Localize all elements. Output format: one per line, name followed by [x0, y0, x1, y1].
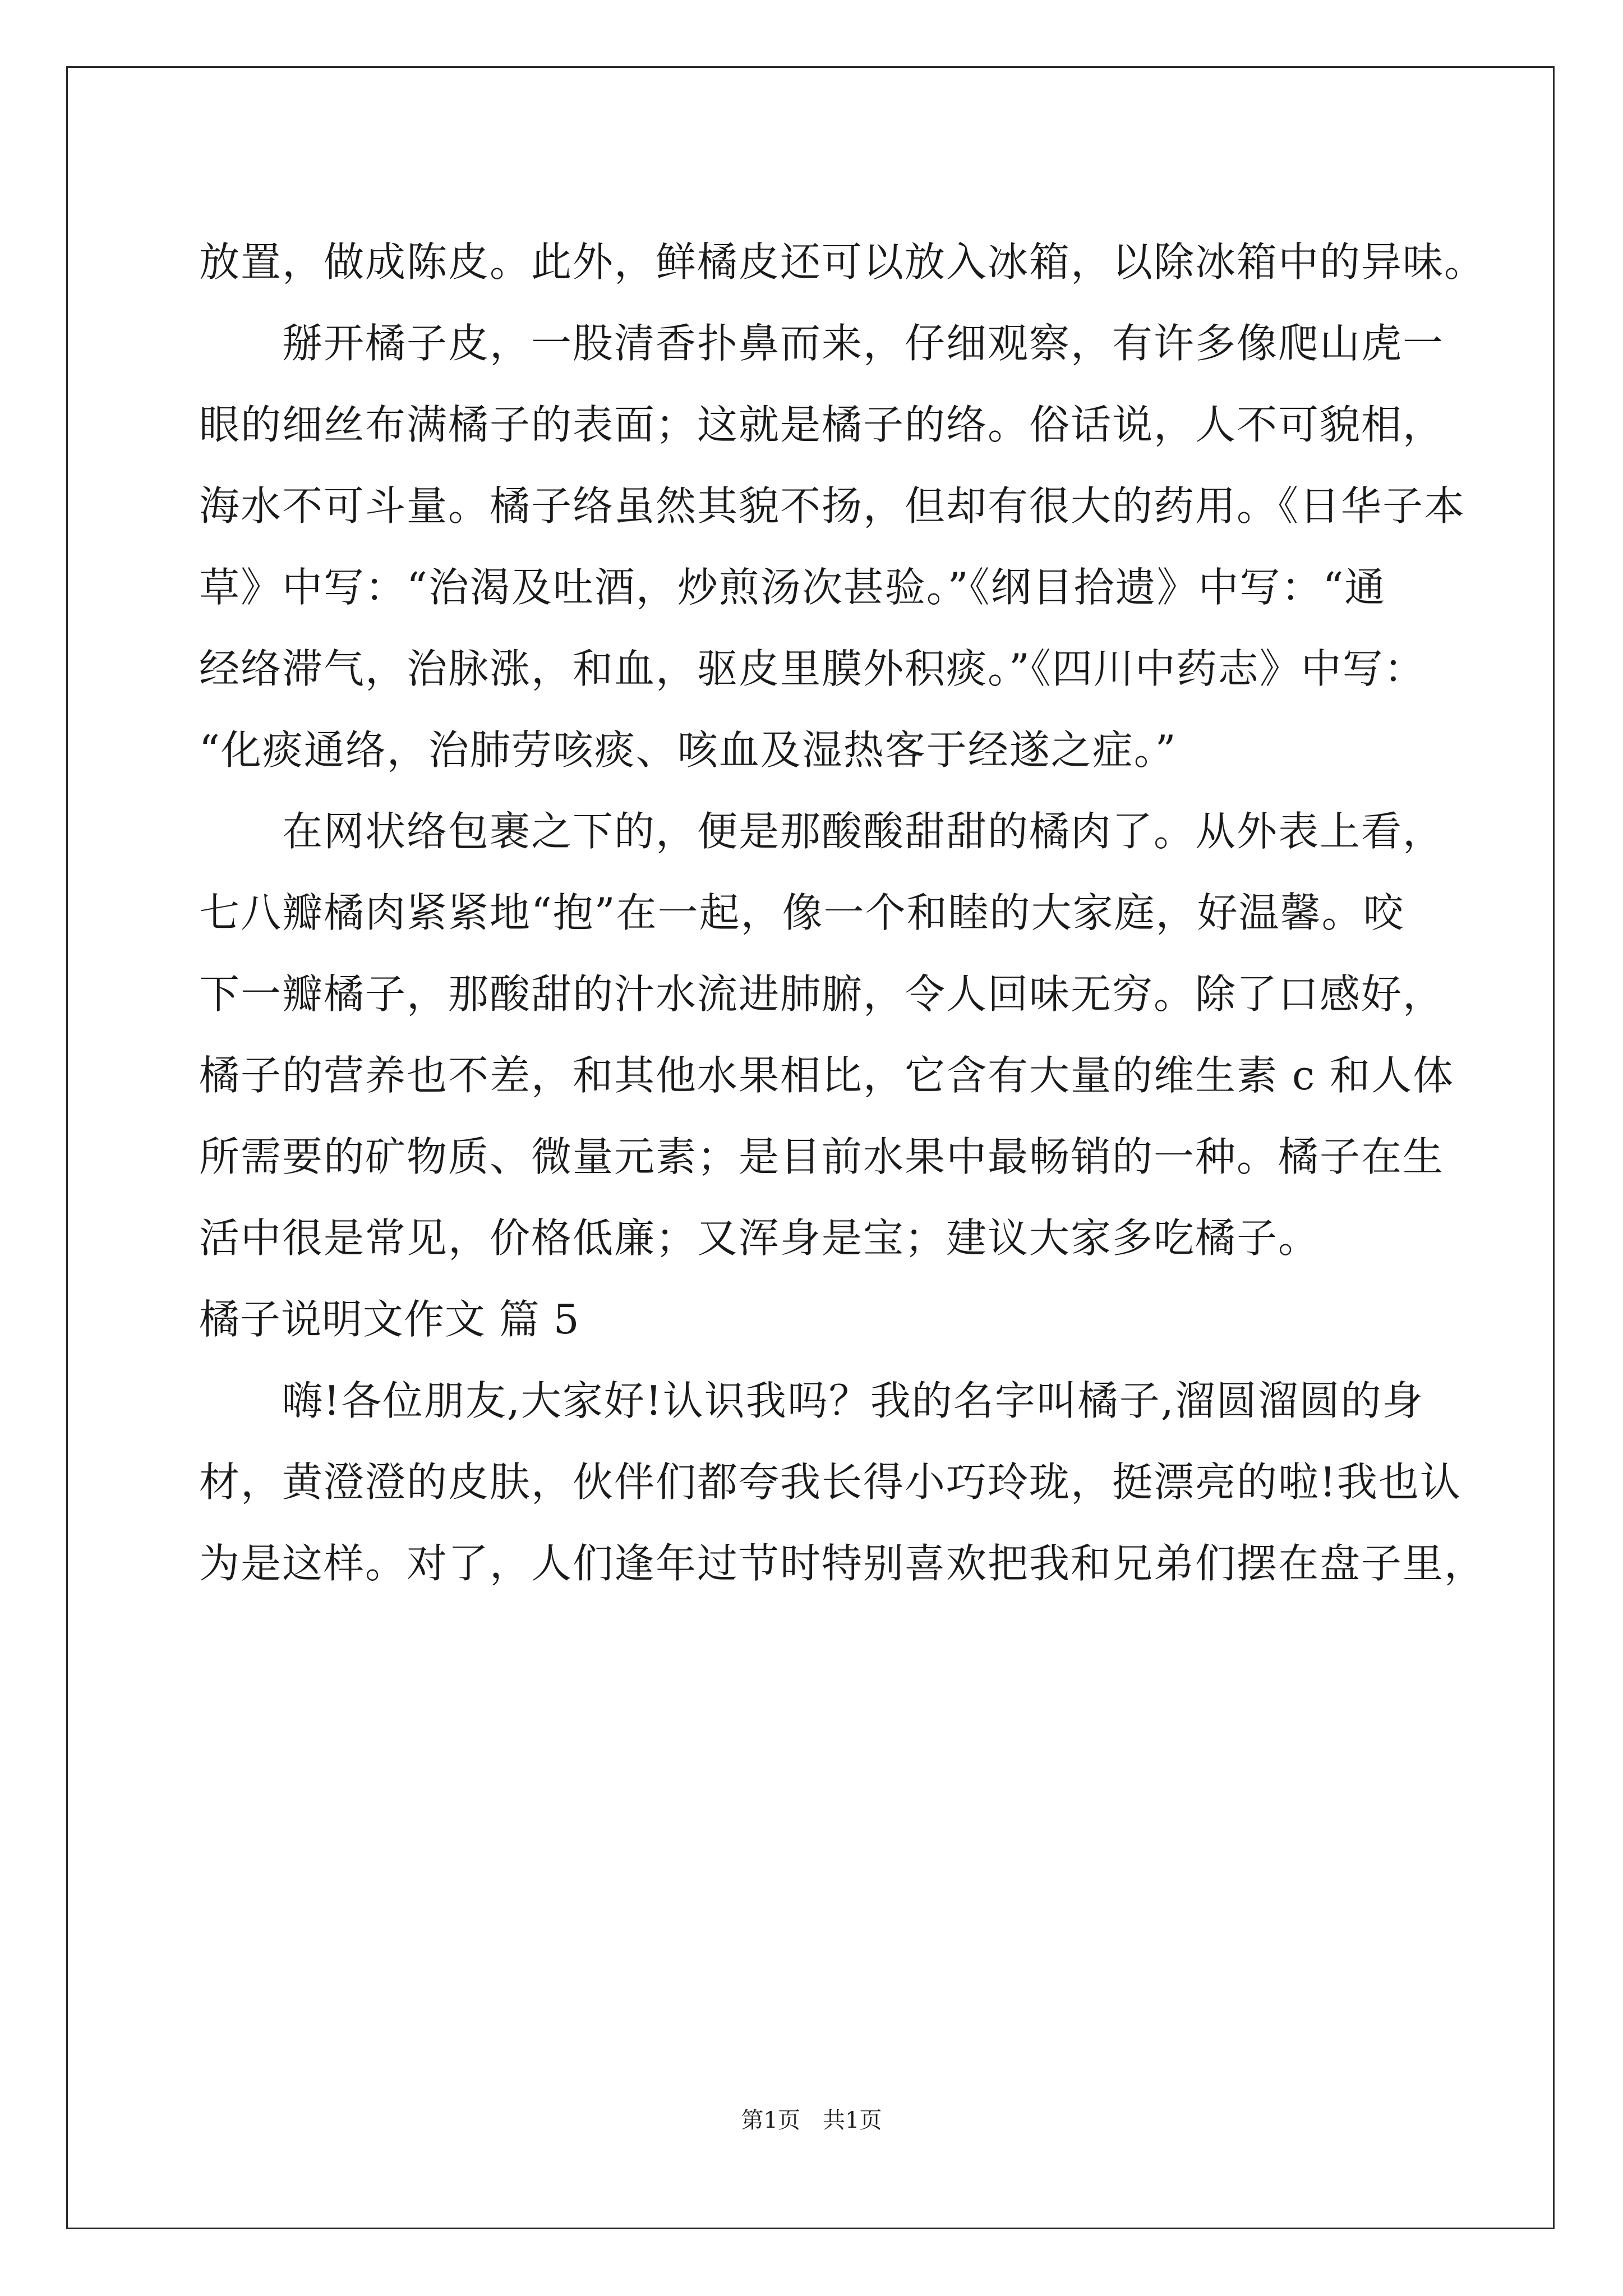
- page-footer: [0, 2104, 1623, 2137]
- text-line: 经络滞气，治脉涨，和血，驱皮里膜外积痰。”《四川中药志》中写：: [199, 645, 1426, 692]
- text-line: 所需要的矿物质、微量元素；是目前水果中最畅销的一种。橘子在生: [199, 1133, 1445, 1180]
- text-line: 材，黄澄澄的皮肤，伙伴们都夸我长得小巧玲珑，挺漂亮的啦!我也认: [199, 1458, 1461, 1506]
- text-line: 嗨!各位朋友,大家好!认识我吗？我的名字叫橘子,溜圆溜圆的身: [282, 1377, 1424, 1424]
- text-line: 放置，做成陈皮。此外，鲜橘皮还可以放入冰箱，以除冰箱中的异味。: [199, 238, 1486, 286]
- text-line: “化痰通络，治肺劳咳痰、咳血及湿热客于经遂之症。”: [199, 726, 1177, 774]
- text-line: 草》中写：“治渴及吐酒，炒煎汤次甚验。”《纲目拾遗》中写：“通: [199, 564, 1386, 611]
- text-line: 为是这样。对了，人们逢年过节时特别喜欢把我和兄弟们摆在盘子里，: [199, 1540, 1486, 1587]
- page-number: 第1页: [741, 2108, 800, 2133]
- page-total: 共1页: [823, 2108, 882, 2133]
- section-heading: 橘子说明文作文 篇 5: [199, 1296, 580, 1343]
- text-line: 掰开橘子皮，一股清香扑鼻而来，仔细观察，有许多像爬山虎一: [282, 320, 1445, 367]
- text-line: 七八瓣橘肉紧紧地“抱”在一起，像一个和睦的大家庭，好温馨。咬: [199, 889, 1405, 936]
- text-line: 活中很是常见，价格低廉；又浑身是宝；建议大家多吃橘子。: [199, 1214, 1320, 1262]
- document-body: [199, 222, 1486, 1604]
- text-line: 橘子的营养也不差，和其他水果相比，它含有大量的维生素 c 和人体: [199, 1052, 1455, 1099]
- text-line: 眼的细丝布满橘子的表面；这就是橘子的络。俗话说，人不可貌相，: [199, 401, 1445, 448]
- text-line: 在网状络包裹之下的，便是那酸酸甜甜的橘肉了。从外表上看，: [282, 808, 1445, 855]
- text-line: 海水不可斗量。橘子络虽然其貌不扬，但却有很大的药用。《日华子本: [199, 482, 1466, 530]
- text-line: 下一瓣橘子，那酸甜的汁水流进肺腑，令人回味无穷。除了口感好，: [199, 970, 1445, 1018]
